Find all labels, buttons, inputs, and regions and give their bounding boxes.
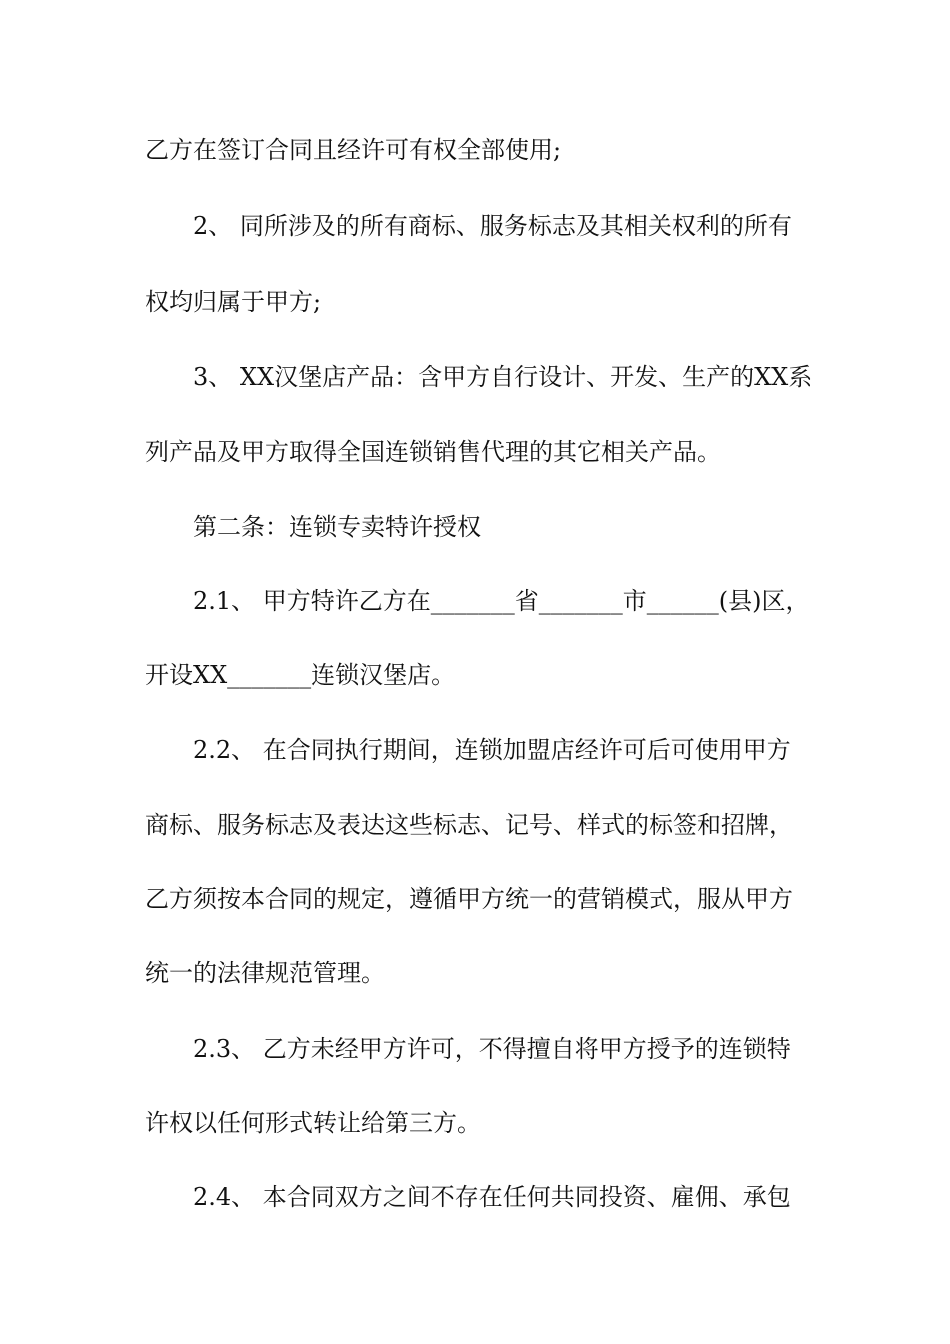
clause-3-line: 3、 XX汉堡店产品：含甲方自行设计、开发、生产的XX系 xyxy=(193,363,813,391)
text-line: 列产品及甲方取得全国连锁销售代理的其它相关产品。 xyxy=(145,438,721,466)
text-line: 乙方须按本合同的规定，遵循甲方统一的营销模式，服从甲方 xyxy=(145,885,793,913)
clause-2-1-line: 2.1、 甲方特许乙方在_______省_______市______(县)区， xyxy=(193,587,810,615)
clause-2-line: 2、 同所涉及的所有商标、服务标志及其相关权利的所有 xyxy=(193,212,792,240)
article-2-heading: 第二条：连锁专卖特许授权 xyxy=(193,513,481,541)
text-line: 开设XX_______连锁汉堡店。 xyxy=(145,661,456,689)
text-line: 统一的法律规范管理。 xyxy=(145,959,385,987)
text-line: 乙方在签订合同且经许可有权全部使用; xyxy=(145,136,562,164)
clause-2-2-line: 2.2、 在合同执行期间，连锁加盟店经许可后可使用甲方 xyxy=(193,736,791,764)
text-line: 权均归属于甲方; xyxy=(145,288,322,316)
clause-2-4-line: 2.4、 本合同双方之间不存在任何共同投资、雇佣、承包 xyxy=(193,1183,791,1211)
text-line: 商标、服务标志及表达这些标志、记号、样式的标签和招牌， xyxy=(145,811,793,839)
text-line: 许权以任何形式转让给第三方。 xyxy=(145,1109,481,1137)
clause-2-3-line: 2.3、 乙方未经甲方许可，不得擅自将甲方授予的连锁特 xyxy=(193,1035,791,1063)
